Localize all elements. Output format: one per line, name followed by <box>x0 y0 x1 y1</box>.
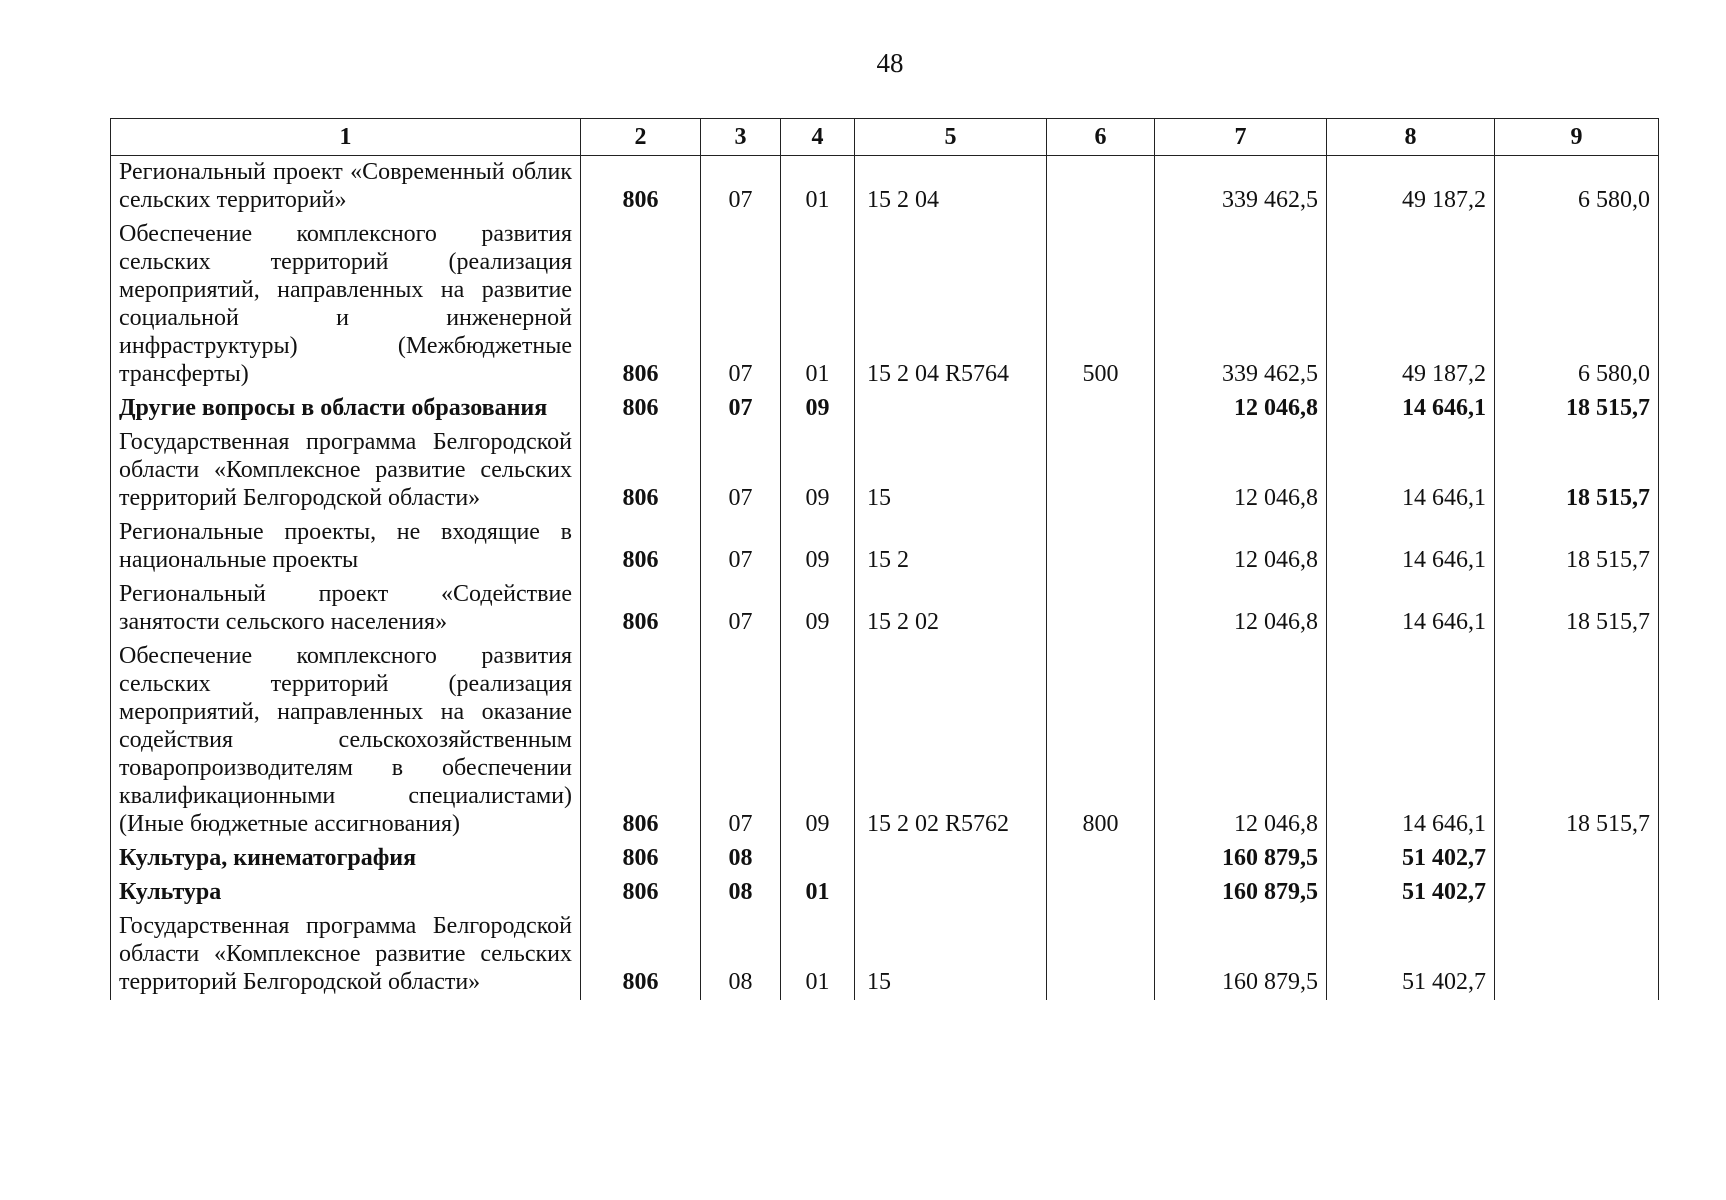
row-c7: 160 879,5 <box>1155 910 1327 1000</box>
row-name: Обеспечение комплексного развития сельских территорий (реализация мероприятий, направленных на оказание содействия сельскохозяйственным товаропроизводителям в обеспечении квалификационными специалистами) (Иные бюджетные ассигнования) <box>111 640 581 842</box>
row-c2: 806 <box>581 910 701 1000</box>
row-c8: 49 187,2 <box>1327 156 1495 219</box>
row-c8: 49 187,2 <box>1327 218 1495 392</box>
row-c7: 12 046,8 <box>1155 640 1327 842</box>
row-c9: 18 515,7 <box>1495 640 1659 842</box>
row-name: Обеспечение комплексного развития сельских территорий (реализация мероприятий, направленных на развитие социальной и инженерной инфраструктуры) (Межбюджетные трансферты) <box>111 218 581 392</box>
row-c5 <box>855 392 1047 426</box>
row-c7: 339 462,5 <box>1155 156 1327 219</box>
row-c7: 160 879,5 <box>1155 842 1327 876</box>
row-c2: 806 <box>581 876 701 910</box>
row-c9: 18 515,7 <box>1495 578 1659 640</box>
row-c6 <box>1047 392 1155 426</box>
row-name: Региональный проект «Содействие занятости сельского населения» <box>111 578 581 640</box>
table-row <box>111 876 1659 910</box>
row-c4: 01 <box>781 156 855 219</box>
row-c4: 09 <box>781 392 855 426</box>
row-c2: 806 <box>581 842 701 876</box>
row-c8: 51 402,7 <box>1327 842 1495 876</box>
row-c4: 01 <box>781 910 855 1000</box>
row-c7: 339 462,5 <box>1155 218 1327 392</box>
table-row <box>111 392 1659 426</box>
row-c5: 15 2 04 R5764 <box>855 218 1047 392</box>
table-row <box>111 516 1659 578</box>
row-c4: 09 <box>781 578 855 640</box>
col-header-6: 6 <box>1047 119 1155 156</box>
col-header-3: 3 <box>701 119 781 156</box>
table-row <box>111 578 1659 640</box>
row-c9: 18 515,7 <box>1495 392 1659 426</box>
row-c6: 500 <box>1047 218 1155 392</box>
row-c6 <box>1047 426 1155 516</box>
row-name: Культура, кинематография <box>111 842 581 876</box>
page-number: 48 <box>876 48 904 78</box>
table-row <box>111 218 1659 392</box>
row-c6: 800 <box>1047 640 1155 842</box>
row-c3: 07 <box>701 218 781 392</box>
row-name: Другие вопросы в области образования <box>111 392 581 426</box>
row-name: Государственная программа Белгородской области «Комплексное развитие сельских территорий Белгородской области» <box>111 910 581 1000</box>
row-c9 <box>1495 876 1659 910</box>
row-c2: 806 <box>581 156 701 219</box>
row-c4: 09 <box>781 426 855 516</box>
row-c2: 806 <box>581 426 701 516</box>
header-row <box>111 119 1659 156</box>
row-name: Государственная программа Белгородской области «Комплексное развитие сельских территорий Белгородской области» <box>111 426 581 516</box>
row-c5: 15 2 04 <box>855 156 1047 219</box>
row-c3: 07 <box>701 156 781 219</box>
row-c3: 07 <box>701 578 781 640</box>
row-name: Региональный проект «Современный облик сельских территорий» <box>111 156 581 219</box>
row-c5: 15 <box>855 426 1047 516</box>
row-c8: 51 402,7 <box>1327 876 1495 910</box>
table-row <box>111 842 1659 876</box>
col-header-4: 4 <box>781 119 855 156</box>
row-c5: 15 <box>855 910 1047 1000</box>
table-body <box>111 156 1659 1001</box>
col-header-1: 1 <box>111 119 581 156</box>
row-c2: 806 <box>581 218 701 392</box>
row-c3: 07 <box>701 516 781 578</box>
col-header-7: 7 <box>1155 119 1327 156</box>
row-c3: 07 <box>701 392 781 426</box>
row-c7: 160 879,5 <box>1155 876 1327 910</box>
row-c2: 806 <box>581 392 701 426</box>
row-c6 <box>1047 842 1155 876</box>
row-c5 <box>855 876 1047 910</box>
row-c4: 09 <box>781 516 855 578</box>
col-header-9: 9 <box>1495 119 1659 156</box>
row-c9 <box>1495 910 1659 1000</box>
row-c2: 806 <box>581 516 701 578</box>
row-c4 <box>781 842 855 876</box>
row-c5: 15 2 <box>855 516 1047 578</box>
col-header-2: 2 <box>581 119 701 156</box>
row-c6 <box>1047 156 1155 219</box>
row-c5: 15 2 02 <box>855 578 1047 640</box>
row-c8: 14 646,1 <box>1327 426 1495 516</box>
row-c9 <box>1495 842 1659 876</box>
row-c7: 12 046,8 <box>1155 392 1327 426</box>
row-c3: 07 <box>701 426 781 516</box>
col-header-5: 5 <box>855 119 1047 156</box>
table-row <box>111 156 1659 219</box>
row-c6 <box>1047 516 1155 578</box>
row-name: Культура <box>111 876 581 910</box>
row-c3: 08 <box>701 910 781 1000</box>
row-c3: 07 <box>701 640 781 842</box>
row-c4: 01 <box>781 876 855 910</box>
row-c6 <box>1047 910 1155 1000</box>
row-c5 <box>855 842 1047 876</box>
row-c6 <box>1047 578 1155 640</box>
col-header-8: 8 <box>1327 119 1495 156</box>
row-c4: 01 <box>781 218 855 392</box>
row-c3: 08 <box>701 876 781 910</box>
table-row <box>111 910 1659 1000</box>
row-c9: 18 515,7 <box>1495 516 1659 578</box>
row-c8: 14 646,1 <box>1327 578 1495 640</box>
budget-table <box>110 118 1659 1000</box>
row-c2: 806 <box>581 578 701 640</box>
row-c7: 12 046,8 <box>1155 578 1327 640</box>
row-c4: 09 <box>781 640 855 842</box>
row-name: Региональные проекты, не входящие в национальные проекты <box>111 516 581 578</box>
row-c8: 14 646,1 <box>1327 640 1495 842</box>
row-c3: 08 <box>701 842 781 876</box>
row-c9: 18 515,7 <box>1495 426 1659 516</box>
row-c9: 6 580,0 <box>1495 218 1659 392</box>
row-c7: 12 046,8 <box>1155 426 1327 516</box>
row-c5: 15 2 02 R5762 <box>855 640 1047 842</box>
table-row <box>111 640 1659 842</box>
row-c8: 51 402,7 <box>1327 910 1495 1000</box>
row-c8: 14 646,1 <box>1327 392 1495 426</box>
row-c7: 12 046,8 <box>1155 516 1327 578</box>
row-c6 <box>1047 876 1155 910</box>
row-c8: 14 646,1 <box>1327 516 1495 578</box>
row-c9: 6 580,0 <box>1495 156 1659 219</box>
table-row <box>111 426 1659 516</box>
row-c2: 806 <box>581 640 701 842</box>
